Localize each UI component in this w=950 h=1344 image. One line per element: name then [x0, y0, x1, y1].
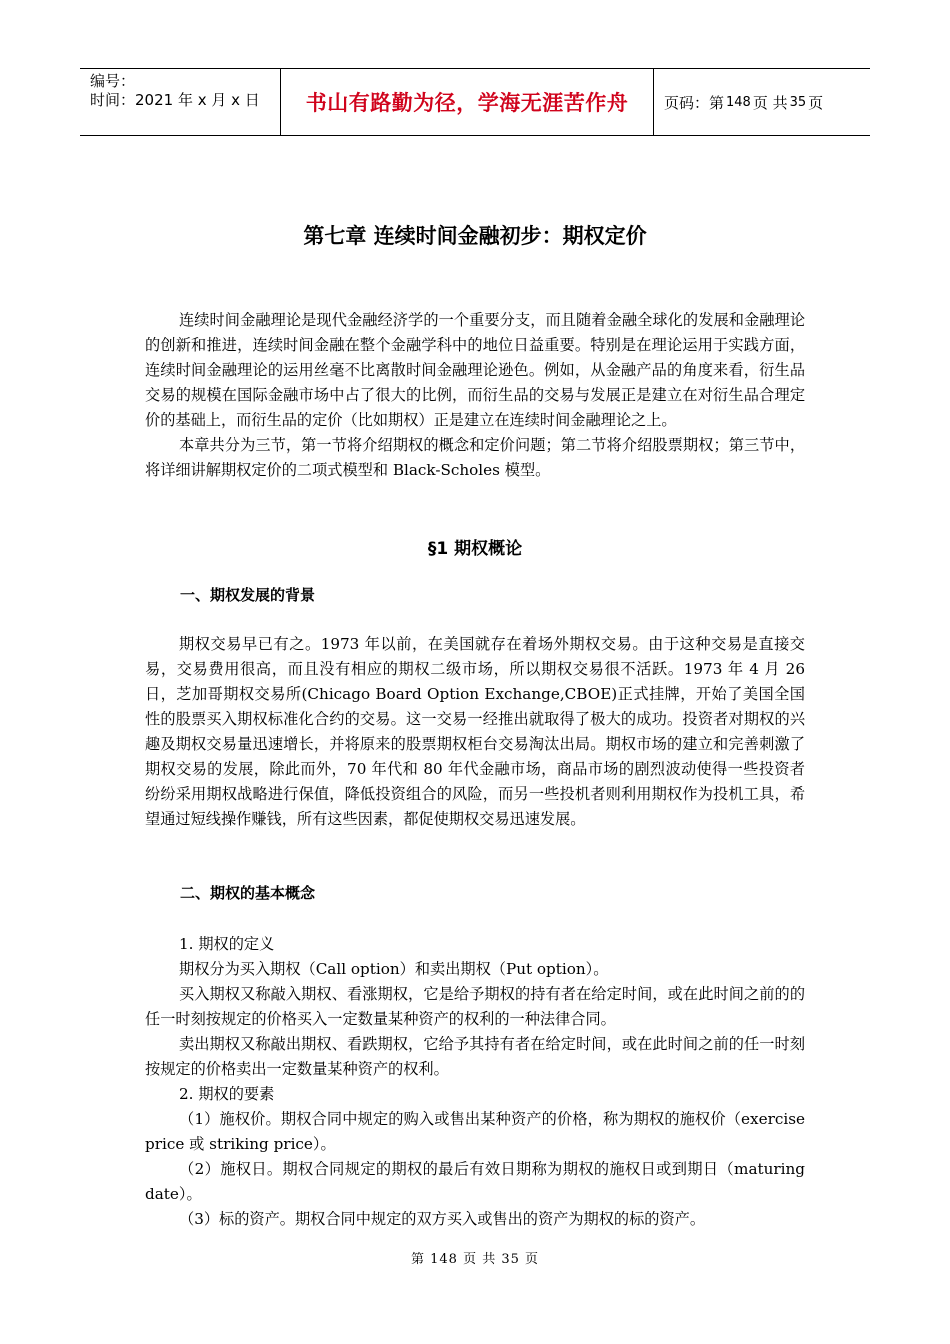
part-1-body: [145, 632, 805, 832]
footer-prefix: 第: [410, 1252, 425, 1267]
part-1-title: 一、期权发展的背景: [180, 586, 316, 604]
chapter-title: 第七章 连续时间金融初步：期权定价: [303, 224, 647, 248]
put-option-definition: 卖出期权又称敲出期权、看跌期权，它给予其持有者在给定时间，或在此时间之前的任一时刻按规定的价格卖出一定数量某种资产的权利。: [145, 1035, 805, 1078]
part-2-title: 二、期权的基本概念: [180, 884, 316, 902]
element-exercise-price: （1）施权价。期权合同中规定的购入或售出某种资产的价格，称为期权的施权价（exercise price 或 striking price）。: [145, 1110, 805, 1153]
number-label: 编号：: [90, 72, 136, 90]
call-option-definition: 买入期权又称敲入期权、看涨期权，它是给予期权的持有者在给定时间，或在此时间之前的的任一时刻按规定的价格买入一定数量某种资产的权利的一种法律合同。: [145, 985, 805, 1028]
page-total: 35: [789, 94, 807, 110]
page-footer: [0, 1248, 950, 1267]
page-current: 148: [726, 94, 751, 110]
date-label: 时间：2021 年 x 月 x 日: [90, 91, 260, 109]
part-1-paragraph: 期权交易早已有之。1973 年以前，在美国就存在着场外期权交易。由于这种交易是直接交易，交易费用很高，而且没有相应的期权二级市场，所以期权交易很不活跃。1973 年 4 月 26 日，芝加哥期权交易所(Chicago Board Option Exchange,CBOE)正式挂牌，开始了美国全国性的股票买入期权标准化合约的交易。这一交易一经推出就取得了极大的成功。投资者对期权的兴趣及期权交易量迅速增长，并将原来的股票期权柜台交易淘汰出局。期权市场的建立和完善刺激了期权交易的发展，除此而外，70 年代和 80 年代金融市场，商品市场的剧烈波动使得一些投资者纷纷采用期权战略进行保值，降低投资组合的风险，而另一些投机者则利用期权作为投机工具，希望通过短线操作赚钱，所有这些因素，都促使期权交易迅速发展。: [145, 635, 805, 828]
page-header: [80, 68, 870, 136]
definition-heading: 1. 期权的定义: [179, 935, 275, 953]
part-2-body: [145, 932, 805, 1232]
header-motto: 书山有路勤为径，学海无涯苦作舟: [281, 69, 654, 135]
footer-total: 35: [501, 1252, 520, 1267]
elements-heading: 2. 期权的要素: [179, 1085, 275, 1103]
element-underlying-asset: （3）标的资产。期权合同中规定的双方买入或售出的资产为期权的标的资产。: [179, 1210, 706, 1228]
footer-suffix: 页: [525, 1252, 540, 1267]
intro-paragraph-1: 连续时间金融理论是现代金融经济学的一个重要分支，而且随着金融全球化的发展和金融理论的创新和推进，连续时间金融在整个金融学科中的地位日益重要。特别是在理论运用于实践方面，连续时间金融理论的运用丝毫不比离散时间金融理论逊色。例如，从金融产品的角度来看，衍生品交易的规模在国际金融市场中占了很大的比例，而衍生品的交易与发展正是建立在对衍生品合理定价的基础上，而衍生品的定价（比如期权）正是建立在连续时间金融理论之上。: [145, 311, 805, 429]
section-1-title: §1 期权概论: [427, 539, 523, 559]
option-types: 期权分为买入期权（Call option）和卖出期权（Put option）。: [179, 960, 609, 978]
page-prefix: 页码：第: [664, 93, 725, 112]
element-maturity-date: （2）施权日。期权合同规定的期权的最后有效日期称为期权的施权日或到期日（maturing date）。: [145, 1160, 805, 1203]
header-left-cell: [80, 69, 281, 135]
footer-current: 148: [430, 1252, 458, 1267]
footer-mid: 页 共: [463, 1252, 497, 1267]
intro-paragraph-2: 本章共分为三节，第一节将介绍期权的概念和定价问题；第二节将介绍股票期权；第三节中，将详细讲解期权定价的二项式模型和 Black-Scholes 模型。: [145, 436, 805, 479]
page-suffix: 页: [808, 93, 824, 112]
header-page-info: [654, 69, 870, 135]
intro-section: [145, 308, 805, 483]
page-mid: 页 共: [752, 93, 788, 112]
